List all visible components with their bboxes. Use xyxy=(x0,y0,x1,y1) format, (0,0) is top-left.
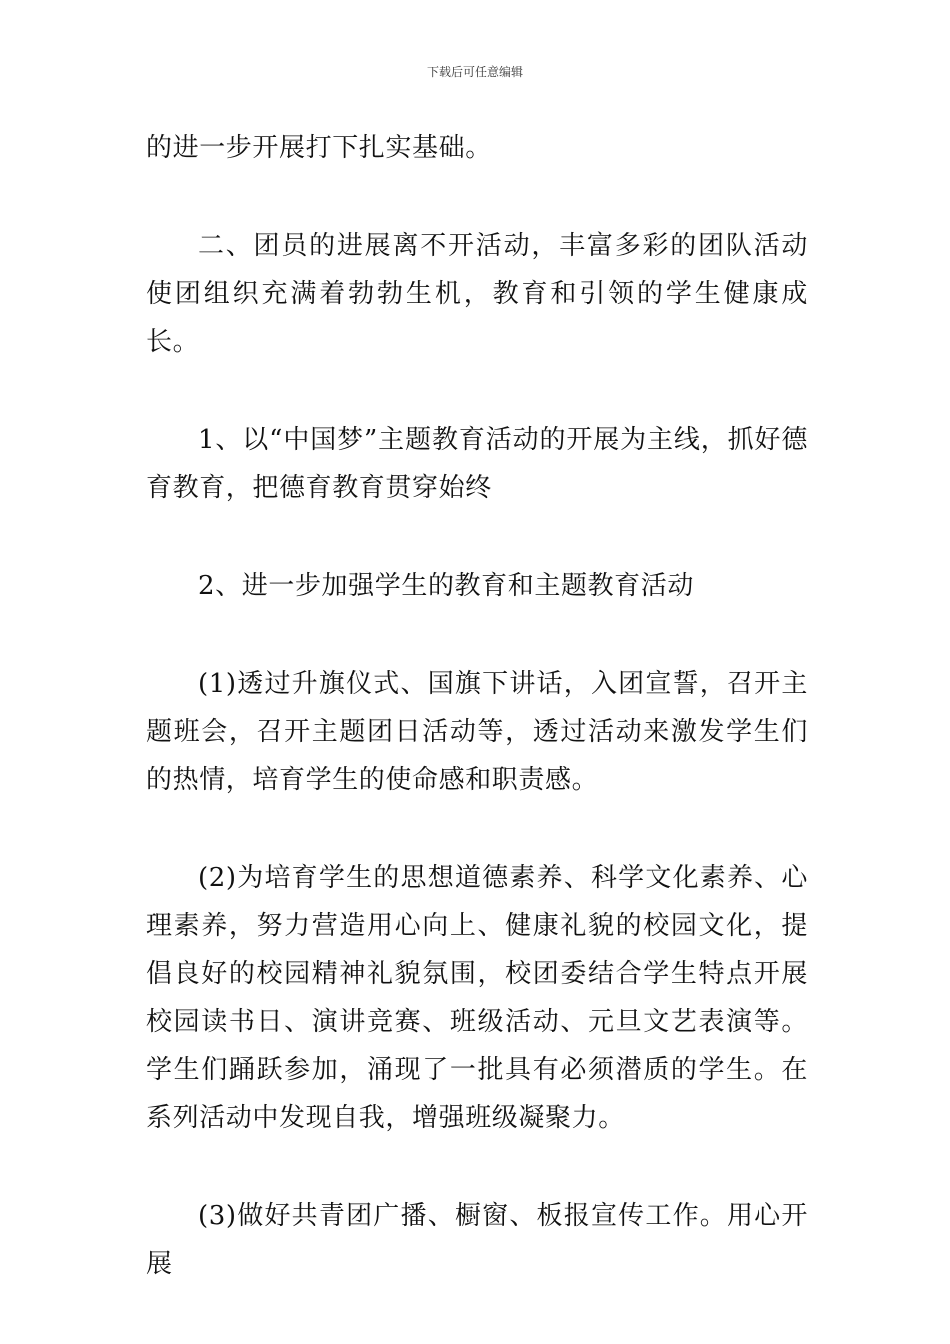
paragraph-item-1: 1、以“中国梦”主题教育活动的开展为主线，抓好德育教育，把德育教育贯穿始终 xyxy=(146,425,808,503)
paragraph-item-2: 2、进一步加强学生的教育和主题教育活动 xyxy=(198,571,694,601)
paragraph-subitem-2: (2)为培育学生的思想道德素养、科学文化素养、心理素养，努力营造用心向上、健康礼貌的校园文化，提倡良好的校园精神礼貌氛围，校团委结合学生特点开展校园读书日、演讲竞赛、班级活动、元旦文艺表演等。学生们踊跃参加，涌现了一批具有必须潜质的学生。在系列活动中发现自我，增强班级凝聚力。 xyxy=(146,863,808,1133)
paragraph-continuation: 的进一步开展打下扎实基础。 xyxy=(146,133,492,163)
paragraph-section-two: 二、团员的进展离不开活动，丰富多彩的团队活动使团组织充满着勃勃生机，教育和引领的学生健康成长。 xyxy=(146,231,808,357)
paragraph-subitem-1: (1)透过升旗仪式、国旗下讲话，入团宣誓，召开主题班会，召开主题团日活动等，透过活动来激发学生们的热情，培育学生的使命感和职责感。 xyxy=(146,669,808,795)
page-header: 下载后可任意编辑 xyxy=(426,65,523,79)
paragraph-subitem-3: (3)做好共青团广播、橱窗、板报宣传工作。用心开展 xyxy=(146,1201,808,1279)
document-body xyxy=(146,124,808,1338)
